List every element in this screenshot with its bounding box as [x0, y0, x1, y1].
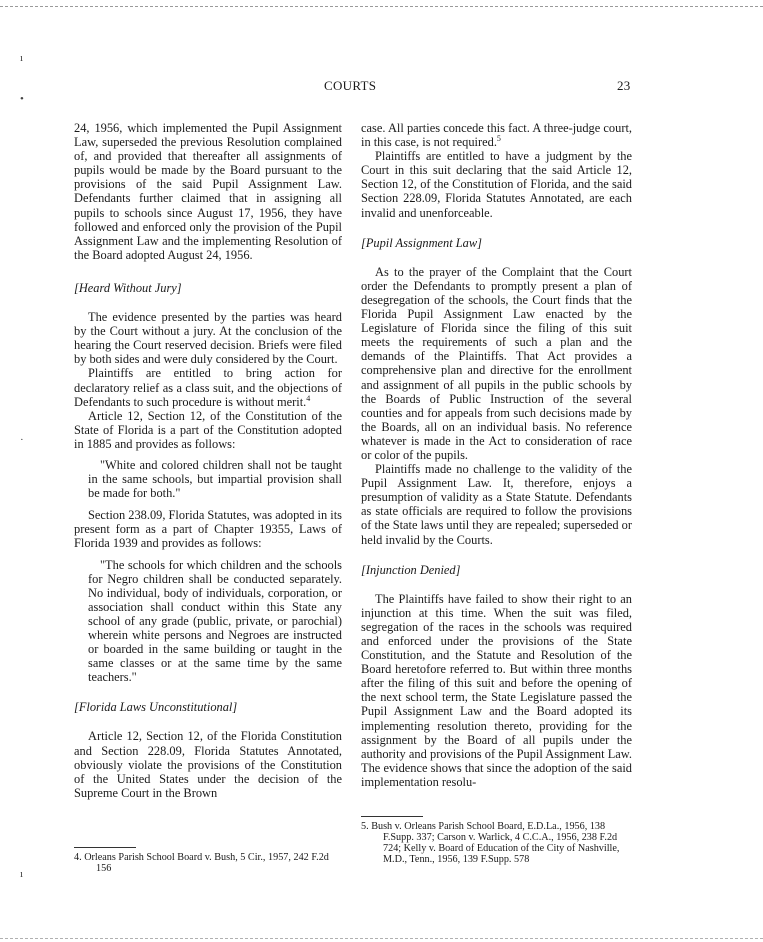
paragraph: Section 238.09, Florida Statutes, was adopted in its present form as a part of Chapter 19355, Laws of Florida 1939 and provides as follows:	[74, 508, 342, 551]
paragraph: The evidence presented by the parties was heard by the Court without a jury. At the conclusion of the hearing the Court reserved decision. Briefs were filed by both sides and were duly considered by the Court.	[74, 310, 342, 367]
footnote-ref: 5	[496, 133, 501, 143]
margin-mark: ·	[20, 434, 24, 446]
top-scan-edge	[0, 6, 763, 7]
footnote: 5. Bush v. Orleans Parish School Board, E.D.La., 1956, 138 F.Supp. 337; Carson v. Warlick, 4 C.C.A., 1956, 238 F.2d 724; Kelly v. Board of Education of the City of Nashville, M.D., Tenn., 1956, 139 F.Supp. 578	[361, 821, 620, 865]
paragraph: Article 12, Section 12, of the Constitution of the State of Florida is a part of the Constitution adopted in 1885 and provides as follows:	[74, 408, 342, 451]
paragraph: Article 12, Section 12, of the Florida Constitution and Section 228.09, Florida Statutes Annotated, obviously violate the provisions of the Constitution of the United States under the decision of the Supreme Court in the Brown	[74, 729, 342, 800]
paragraph: 24, 1956, which implemented the Pupil Assignment Law, superseded the previous Resolution complained of, and provided that thereafter all assignments of pupils would be made by the Board pursuant to the provisions of the said Pupil Assignment Law. Defendants further claimed that in assigning all pupils to schools since August 17, 1956, they have followed and enforced only the provision of the Pupil Assignment Law and the implementing Resolution of the Board adopted August 24, 1956.	[74, 121, 342, 262]
paragraph: Plaintiffs made no challenge to the validity of the Pupil Assignment Law. It, therefore, enjoys a presumption of validity as a State Statute. Defendants as state officials are required to follow the provisions of the State laws until they are repealed; superseded or held invalid by the Courts.	[361, 462, 632, 547]
footnotes-right	[361, 816, 632, 865]
section-heading: [Injunction Denied]	[361, 562, 461, 577]
right-column	[361, 121, 632, 789]
footnote-ref: 4	[306, 393, 311, 403]
footnote-rule	[361, 816, 423, 817]
section-heading: [Heard Without Jury]	[74, 280, 182, 295]
paragraph	[74, 366, 342, 408]
section-heading: [Florida Laws Unconstitutional]	[74, 700, 238, 715]
block-quote: "The schools for which children and the schools for Negro children shall be conducted separately. No individual, body of individuals, corporation, or association shall conduct within this State any school of any grade (public, private, or parochial) wherein white persons and Negroes are instructed or boarded in the same building or taught in the same classes or at the same time by the same teachers."	[88, 557, 342, 685]
paragraph: As to the prayer of the Complaint that the Court order the Defendants to promptly present a plan of desegregation of the schools, the Court finds that the Florida Pupil Assignment Law enacted by the Legislature of Florida since the filing of this suit meets the requirements of such a plan and the demands of the Plaintiffs. That Act provides a comprehensive plan and directive for the enrollment and assignment of all pupils in the public schools by the Boards of Public Instruction of the several counties and for appeals from such decisions made by the Boards, all on an individual basis. No reference whatever is made in the Act to consideration of race or color of the pupils.	[361, 264, 632, 462]
margin-mark: •	[20, 93, 24, 105]
left-column	[74, 121, 342, 800]
margin-mark: ı	[20, 868, 24, 880]
margin-mark: ı	[20, 52, 24, 64]
paragraph	[361, 121, 632, 149]
footnote-rule	[74, 847, 136, 848]
bottom-scan-edge	[0, 938, 763, 939]
paragraph-text: Plaintiffs are entitled to bring action for declaratory relief as a class suit, and the objections of Defendants to such procedure is without merit.	[74, 366, 342, 409]
running-title: COURTS	[324, 78, 377, 93]
footnotes-left	[74, 847, 342, 874]
paragraph-text: case. All parties concede this fact. A three-judge court, in this case, is not required.	[361, 121, 632, 150]
footnote: 4. Orleans Parish School Board v. Bush, 5 Cir., 1957, 242 F.2d 156	[74, 852, 329, 874]
paragraph: The Plaintiffs have failed to show their right to an injunction at this time. When the suit was filed, segregation of the races in the schools was required and enforced under the provisions of the State Constitution, and the Statute and Resolution of the Board heretofore referred to. But within three months after the filing of this suit and before the opening of the next school term, the State Legislature passed the Pupil Assignment Law and the Board adopted its implementing resolution thereto, providing for the assignment by the Board of all pupils under the authority and provisions of the Pupil Assignment Law. The evidence shows that since the adoption of the said implementation resolu-	[361, 591, 632, 789]
section-heading: [Pupil Assignment Law]	[361, 235, 482, 250]
paragraph: Plaintiffs are entitled to have a judgment by the Court in this suit declaring that the said Article 12, Section 12, of the Constitution of Florida, and the said Section 228.09, Florida Statutes Annotated, are each invalid and unenforceable.	[361, 149, 632, 220]
block-quote: "White and colored children shall not be taught in the same schools, but impartial provision shall be made for both."	[88, 457, 342, 501]
page-number: 23	[617, 78, 631, 93]
